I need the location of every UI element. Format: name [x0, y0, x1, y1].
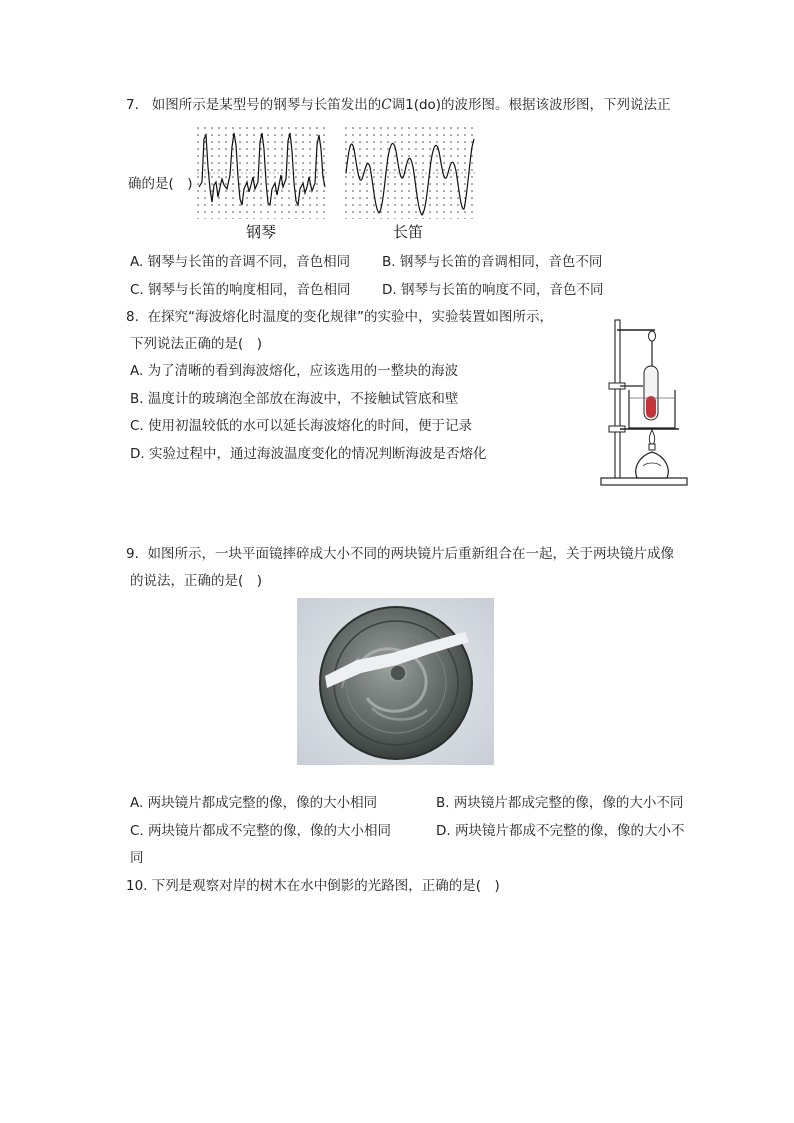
q8-stem-text: 在探究“海波熔化时温度的变化规律”的实验中，实验装置如图所示， [147, 309, 553, 325]
q7-stem-text-b: 调1(do)的波形图。根据该波形图，下列说法正 [391, 97, 671, 113]
q9-stem-line1 [126, 544, 674, 564]
q9-stem-text: 如图所示，一块平面镜摔碎成大小不同的两块镜片后重新组合在一起，关于两块镜片成像 [147, 546, 674, 562]
flute-label: 长笛 [393, 223, 424, 241]
q8-option-d-text: 实验过程中，通过海波温度变化的情况判断海波是否熔化 [148, 446, 487, 462]
broken-mirror-photo [297, 598, 494, 765]
alcohol-lamp [636, 452, 668, 478]
q7-option-c-text: 钢琴与长笛的响度相同，音色相同 [148, 282, 351, 298]
q7-option-a-text: 钢琴与长笛的音调不同，音色相同 [147, 254, 351, 270]
q9-option-d-label: D. [436, 823, 451, 839]
q7-option-b-label: B. [382, 254, 396, 270]
piano-waveform-figure [197, 127, 327, 219]
q8-option-b[interactable] [130, 389, 458, 409]
q8-option-a[interactable] [130, 361, 458, 381]
q10-number: 10. [126, 878, 148, 894]
q9-option-d[interactable] [436, 821, 684, 841]
q8-number: 8. [126, 309, 139, 325]
q7-stem-text-a: 如图所示是某型号的钢琴与长笛发出的 [151, 97, 382, 113]
q7-stem-c: C [381, 97, 392, 113]
q7-option-d[interactable] [382, 280, 603, 300]
q8-option-d[interactable] [130, 444, 486, 464]
q8-option-c[interactable] [130, 416, 472, 436]
q8-option-b-label: B. [130, 391, 144, 407]
q7-option-b[interactable] [382, 252, 602, 272]
piano-label: 钢琴 [246, 223, 277, 241]
q7-option-d-text: 钢琴与长笛的响度不同，音色不同 [400, 282, 604, 298]
q7-option-c-label: C. [130, 282, 144, 298]
q9-option-d-text: 两块镜片都成不完整的像，像的大小不 [454, 823, 685, 839]
test-tube-substance [646, 396, 656, 418]
q9-option-b[interactable] [436, 793, 683, 813]
q8-option-c-label: C. [130, 418, 144, 434]
q9-option-b-text: 两块镜片都成完整的像，像的大小不同 [453, 795, 684, 811]
q9-option-a[interactable] [130, 793, 377, 813]
q9-number: 9. [126, 546, 139, 562]
q9-option-d-wrap: 同 [130, 850, 144, 866]
q7-stem-line2: 确的是( ) [128, 176, 193, 192]
q7-option-a[interactable] [130, 252, 350, 272]
q8-stem-line2: 下列说法正确的是( ) [130, 336, 263, 352]
q7-option-d-label: D. [382, 282, 397, 298]
q9-option-c-label: C. [130, 823, 144, 839]
q8-option-c-text: 使用初温较低的水可以延长海波熔化的时间，便于记录 [148, 418, 473, 434]
q9-option-c-text: 两块镜片都成不完整的像，像的大小相同 [148, 823, 392, 839]
q9-option-b-label: B. [436, 795, 450, 811]
heating-apparatus-figure [597, 316, 691, 490]
mirror-knob [390, 665, 406, 681]
flute-waveform-figure [345, 127, 475, 219]
q7-number: 7. [126, 97, 139, 113]
q8-option-a-label: A. [130, 363, 144, 379]
q8-option-d-label: D. [130, 446, 145, 462]
q8-option-b-text: 温度计的玻璃泡全部放在海波中，不接触试管底和壁 [147, 391, 459, 407]
stand-base [601, 478, 687, 485]
q9-option-a-text: 两块镜片都成完整的像，像的大小相同 [147, 795, 378, 811]
q7-option-a-label: A. [130, 254, 144, 270]
q8-stem-line1 [126, 307, 553, 327]
stand-pole [615, 320, 620, 478]
q7-option-c[interactable] [130, 280, 351, 300]
q10-stem-line1 [126, 876, 500, 896]
q8-option-a-text: 为了清晰的看到海波熔化，应该选用的一整块的海波 [147, 363, 459, 379]
q10-stem-text: 下列是观察对岸的树木在水中倒影的光路图，正确的是( ) [151, 878, 500, 894]
q9-stem-line2: 的说法，正确的是( ) [130, 573, 263, 589]
q9-option-a-label: A. [130, 795, 144, 811]
q7-stem-line1 [126, 95, 671, 115]
q9-option-c[interactable] [130, 821, 391, 841]
q7-option-b-text: 钢琴与长笛的音调相同，音色不同 [399, 254, 603, 270]
